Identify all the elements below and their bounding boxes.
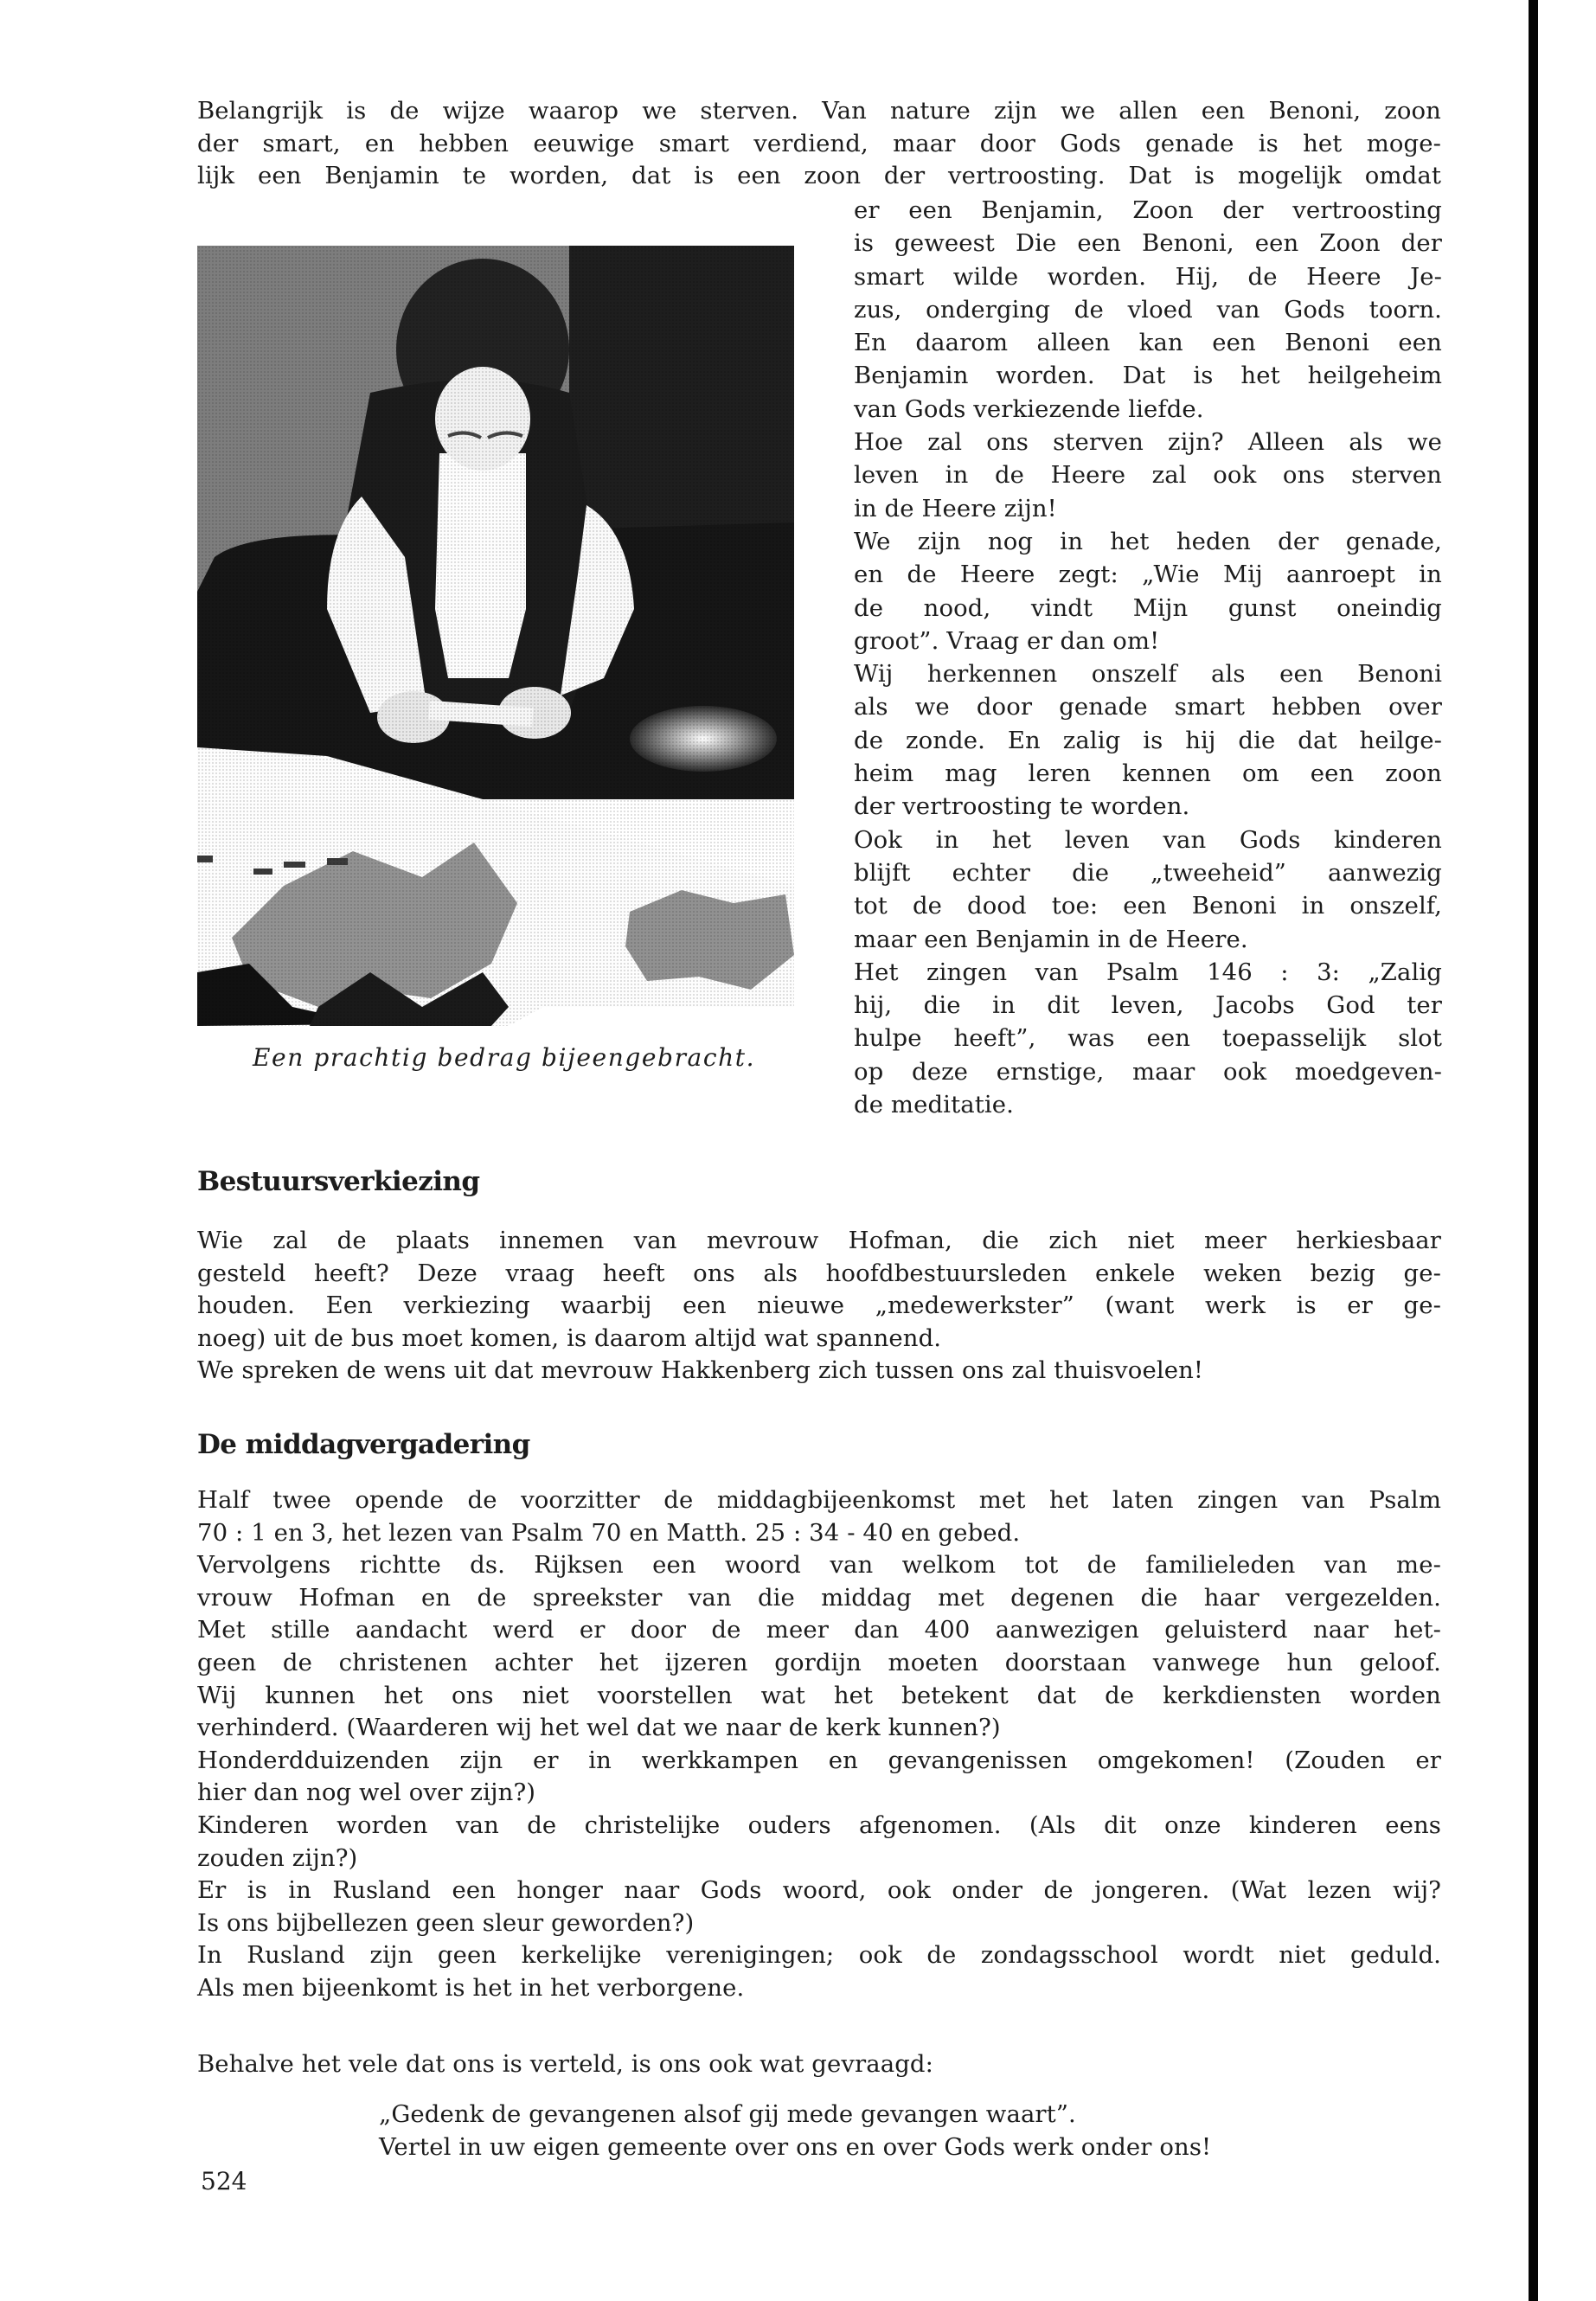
meditation-line: Benjamin worden. Dat is het heilgeheim [854, 362, 1442, 390]
afternoon-line: Kinderen worden van de christelijke ouders afgenomen. (Als dit onze kinderen eens [197, 1811, 1441, 1839]
quote-line: Vertel in uw eigen gemeente over ons en over Gods werk onder ons! [379, 2132, 1212, 2161]
election-paragraph [197, 1225, 1441, 1388]
photo-woman-counting-money [197, 246, 794, 1026]
photo-caption: Een prachtig bedrag bijeengebracht. [253, 1043, 756, 1072]
meditation-line: er een Benjamin, Zoon der vertroosting [854, 196, 1442, 224]
afternoon-line: 70 : 1 en 3, het lezen van Psalm 70 en Matth. 25 : 34 - 40 en gebed. [197, 1518, 1021, 1547]
afternoon-line: vrouw Hofman en de spreekster van die middag met degenen die haar vergezelden. [197, 1583, 1441, 1612]
afternoon-line: Er is in Rusland een honger naar Gods woord, ook onder de jongeren. (Wat lezen wij? [197, 1876, 1441, 1905]
afternoon-line: Half twee opende de voorzitter de middagbijeenkomst met het laten zingen van Psalm [197, 1486, 1441, 1514]
meditation-line: Hoe zal ons sterven zijn? Alleen als we [854, 428, 1442, 457]
meditation-line: tot de dood toe: een Benoni in onszelf, [854, 892, 1442, 920]
election-line: gesteld heeft? Deze vraag heeft ons als hoofdbestuursleden enkele weken bezig ge- [197, 1259, 1441, 1287]
meditation-line: groot”. Vraag er dan om! [854, 626, 1160, 655]
intro-paragraph [197, 95, 1441, 193]
meditation-line: smart wilde worden. Hij, de Heere Je- [854, 262, 1442, 291]
afternoon-line: hier dan nog wel over zijn?) [197, 1779, 536, 1807]
afternoon-line: Als men bijeenkomt is het in het verborgene. [197, 1973, 745, 2002]
afternoon-line: geen de christenen achter het ijzeren gordijn moeten doorstaan vanwege hun geloof. [197, 1648, 1441, 1676]
meditation-line: is geweest Die een Benoni, een Zoon der [854, 229, 1442, 258]
meditation-line: in de Heere zijn! [854, 494, 1057, 522]
afternoon-line: Is ons bijbellezen geen sleur geworden?) [197, 1908, 695, 1937]
meditation-line: de nood, vindt Mijn gunst oneindig [854, 593, 1442, 622]
meditation-line: en de Heere zegt: „Wie Mij aanroept in [854, 561, 1442, 589]
quote-line: „Gedenk de gevangenen alsof gij mede gevangen waart”. [379, 2100, 1076, 2128]
closing-paragraph [197, 2048, 1441, 2081]
afternoon-meeting-paragraph [197, 1484, 1441, 2005]
closing-intro-line: Behalve het vele dat ons is verteld, is ons ook wat gevraagd: [197, 2050, 933, 2078]
election-line: Wie zal de plaats innemen van mevrouw Hofman, die zich niet meer herkiesbaar [197, 1227, 1441, 1254]
page-number: 524 [201, 2167, 247, 2195]
meditation-line: maar een Benjamin in de Heere. [854, 925, 1248, 953]
afternoon-line: Honderdduizenden zijn er in werkkampen en gevangenissen omgekomen! (Zouden er [197, 1746, 1441, 1774]
halftone-photo [197, 246, 794, 1026]
meditation-line: op deze ernstige, maar ook moedgeven- [854, 1057, 1442, 1086]
election-line: We spreken de wens uit dat mevrouw Hakkenberg zich tussen ons zal thuisvoelen! [197, 1356, 1204, 1385]
meditation-line: als we door genade smart hebben over [854, 693, 1442, 721]
afternoon-line: Vervolgens richtte ds. Rijksen een woord van welkom tot de familieleden van me- [197, 1551, 1441, 1580]
meditation-line: van Gods verkiezende liefde. [854, 394, 1204, 423]
meditation-line: hulpe heeft”, was een toepasselijk slot [854, 1024, 1442, 1053]
section-heading-afternoon-meeting: De middagvergadering [197, 1429, 530, 1460]
scan-edge-bar [1529, 0, 1538, 2301]
meditation-column [854, 194, 1442, 1121]
election-line: houden. Een verkiezing waarbij een nieuwe „medewerkster” (want werk is er ge- [197, 1292, 1441, 1320]
meditation-line: hij, die in dit leven, Jacobs God ter [854, 991, 1442, 1020]
meditation-line: heim mag leren kennen om een zoon [854, 760, 1442, 788]
meditation-line: We zijn nog in het heden der genade, [854, 527, 1442, 555]
meditation-line: blijft echter die „tweeheid” aanwezig [854, 858, 1442, 887]
intro-line: lijk een Benjamin te worden, dat is een zoon der vertroosting. Dat is mogelijk omdat [197, 162, 1441, 190]
afternoon-line: zouden zijn?) [197, 1843, 358, 1872]
meditation-line: der vertroosting te worden. [854, 792, 1190, 821]
intro-line: der smart, en hebben eeuwige smart verdiend, maar door Gods genade is het moge- [197, 129, 1441, 157]
meditation-line: de meditatie. [854, 1091, 1014, 1119]
closing-quote [379, 2099, 1417, 2163]
meditation-line: Het zingen van Psalm 146 : 3: „Zalig [854, 958, 1442, 986]
meditation-line: leven in de Heere zal ook ons sterven [854, 461, 1442, 490]
meditation-line: de zonde. En zalig is hij die dat heilge- [854, 726, 1442, 754]
section-heading-election: Bestuursverkiezing [197, 1166, 480, 1197]
afternoon-line: In Rusland zijn geen kerkelijke verenigingen; ook de zondagsschool wordt niet geduld. [197, 1941, 1441, 1970]
meditation-line: Wij herkennen onszelf als een Benoni [854, 660, 1442, 689]
meditation-line: En daarom alleen kan een Benoni een [854, 329, 1442, 357]
afternoon-line: Wij kunnen het ons niet voorstellen wat het betekent dat de kerkdiensten worden [197, 1681, 1441, 1709]
election-line: noeg) uit de bus moet komen, is daarom altijd wat spannend. [197, 1324, 942, 1352]
afternoon-line: verhinderd. (Waarderen wij het wel dat we naar de kerk kunnen?) [197, 1714, 1001, 1742]
intro-line: Belangrijk is de wijze waarop we sterven. Van nature zijn we allen een Benoni, zoon [197, 97, 1441, 125]
meditation-line: Ook in het leven van Gods kinderen [854, 825, 1442, 854]
afternoon-line: Met stille aandacht werd er door de meer dan 400 aanwezigen geluisterd naar het- [197, 1616, 1441, 1644]
meditation-line: zus, onderging de vloed van Gods toorn. [854, 295, 1442, 324]
